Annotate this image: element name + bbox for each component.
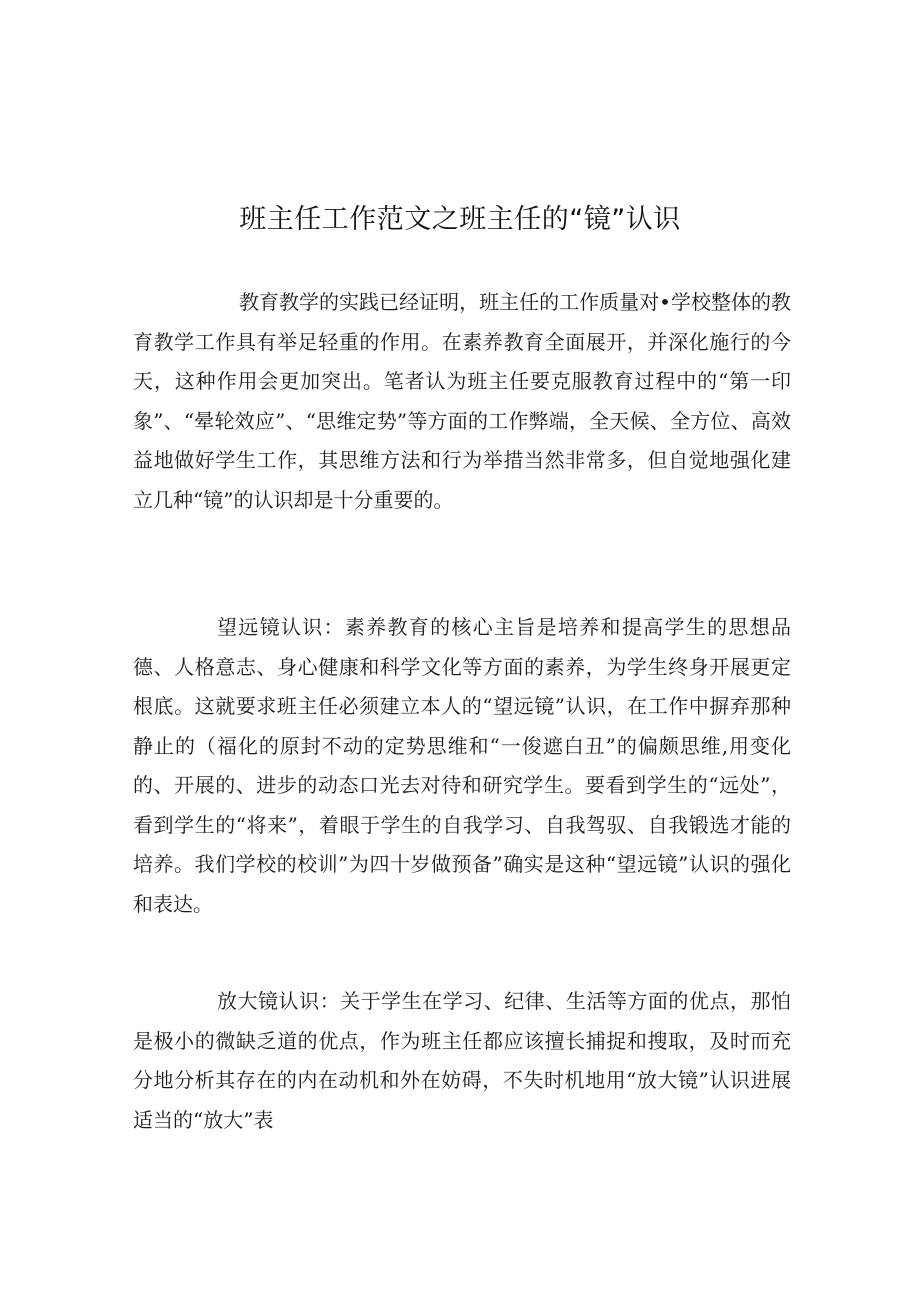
paragraph-magnifier: 放大镜认识：关于学生在学习、纪律、生活等方面的优点，那怕是极小的微缺乏道的优点，作为班主任都应该擅长捕捉和搜取，及时而充分地分析其存在的内在动机和外在妨碍，不失时机地用“放大镜”认识进展适当的“放大”表	[133, 989, 791, 1132]
paragraph-intro: 教育教学的实践已经证明，班主任的工作质量对•学校整体的教育教学工作具有举足轻重的作用。在素养教育全面展开，并深化施行的今天，这种作用会更加突出。笔者认为班主任要克服教育过程中的“第一印象”、“晕轮效应”、“思维定势”等方面的工作弊端，全天候、全方位、高效益地做好学生工作，其思维方法和行为举措当然非常多，但自觉地强化建立几种“镜”的认识却是十分重要的。	[133, 290, 791, 512]
paragraph-telescope: 望远镜认识：素养教育的核心主旨是培养和提高学生的思想品德、人格意志、身心健康和科学文化等方面的素养，为学生终身开展更定根底。这就要求班主任必须建立本人的“望远镜”认识，在工作中摒弃那种静止的（福化的原封不动的定势思维和“一俊遮白丑”的偏颇思维,用变化的、开展的、进步的动态口光去对待和研究学生。要看到学生的“远处”，看到学生的“将来”，着眼于学生的自我学习、自我驾驭、自我锻选才能的培养。我们学校的校训”为四十岁做预备”确实是这种“望远镜”认识的强化和表达。	[133, 615, 791, 916]
document-title: 班主任工作范文之班主任的“镜”认识	[239, 204, 681, 235]
